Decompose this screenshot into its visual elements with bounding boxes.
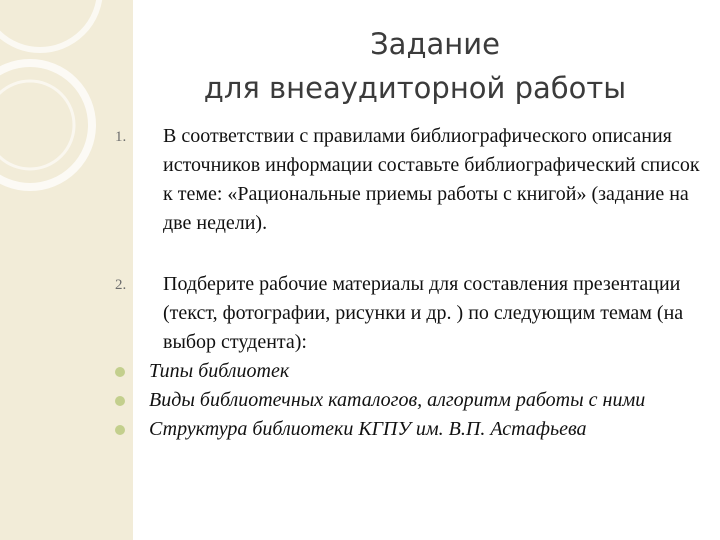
bullet-dot-icon [115, 396, 125, 406]
numbered-item-2 [115, 270, 705, 357]
item-text: В соответствии с правилами библиографического описания источников информации составьте библиографический список к теме: «Рациональные приемы работы с книгой» (задание на две недели). [163, 125, 700, 234]
bullet-item-3 [115, 415, 705, 444]
numbered-item-1 [115, 122, 705, 238]
bullet-item-2 [115, 386, 705, 415]
title-line-2: для внеаудиторной работы [203, 71, 627, 105]
item-text: Подберите рабочие материалы для составления презентации (текст, фотографии, рисунки и др. ) по следующим темам (на выбор студента): [163, 273, 684, 353]
bullet-text: Типы библиотек [149, 360, 290, 382]
item-number: 1. [115, 129, 127, 145]
bullet-text: Виды библиотечных каталогов, алгоритм работы с ними [149, 389, 646, 411]
title-line-1: Задание [370, 27, 500, 61]
bullet-item-1 [115, 357, 705, 386]
bullet-text: Структура библиотеки КГПУ им. В.П. Астафьева [149, 418, 587, 440]
bullet-dot-icon [115, 425, 125, 435]
slide-title [150, 22, 720, 110]
slide-body [115, 122, 705, 444]
item-number: 2. [115, 277, 127, 293]
bullet-dot-icon [115, 367, 125, 377]
